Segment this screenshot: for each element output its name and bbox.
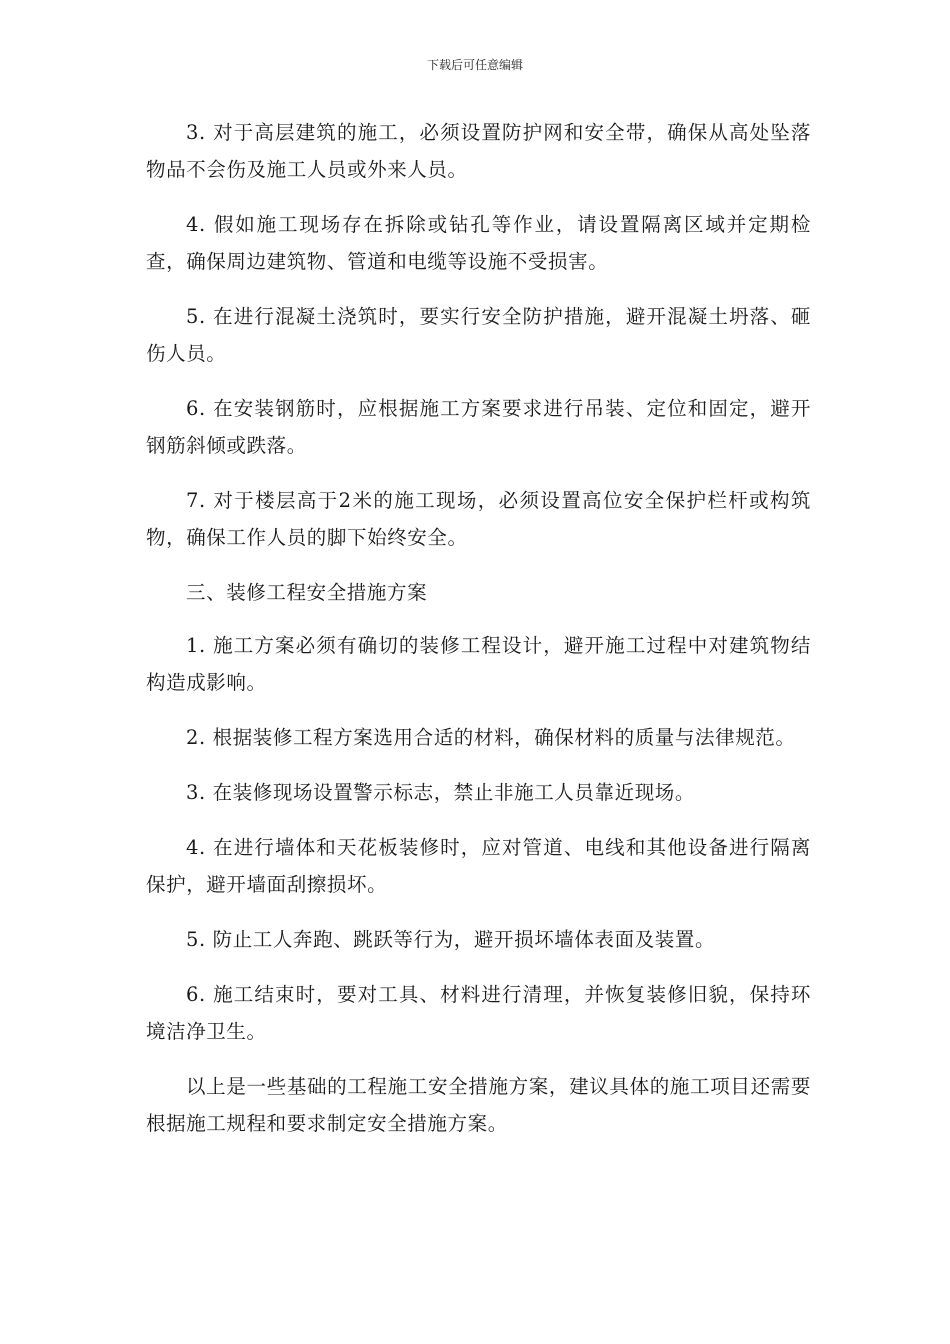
paragraph-item-5: 5. 在进行混凝土浇筑时，要实行安全防护措施，避开混凝土坍落、砸伤人员。 <box>146 305 811 365</box>
document-body <box>146 114 811 1160</box>
paragraph-decor-2: 2. 根据装修工程方案选用合适的材料，确保材料的质量与法律规范。 <box>186 726 796 749</box>
paragraph-decor-3: 3. 在装修现场设置警示标志，禁止非施工人员靠近现场。 <box>186 781 696 804</box>
section-heading: 三、装修工程安全措施方案 <box>186 581 428 604</box>
page-header-note: 下载后可任意编辑 <box>426 58 523 72</box>
paragraph-item-4: 4. 假如施工现场存在拆除或钻孔等作业，请设置隔离区域并定期检查，确保周边建筑物、管道和电缆等设施不受损害。 <box>146 213 811 273</box>
paragraph-item-7: 7. 对于楼层高于2米的施工现场，必须设置高位安全保护栏杆或构筑物，确保工作人员的脚下始终安全。 <box>146 489 811 549</box>
paragraph-decor-5: 5. 防止工人奔跑、跳跃等行为，避开损坏墙体表面及装置。 <box>186 928 716 951</box>
conclusion-paragraph: 以上是一些基础的工程施工安全措施方案，建议具体的施工项目还需要根据施工规程和要求制定安全措施方案。 <box>146 1075 811 1135</box>
paragraph-item-6: 6. 在安装钢筋时，应根据施工方案要求进行吊装、定位和固定，避开钢筋斜倾或跌落。 <box>146 397 811 457</box>
paragraph-item-3: 3. 对于高层建筑的施工，必须设置防护网和安全带，确保从高处坠落物品不会伤及施工人员或外来人员。 <box>146 121 811 181</box>
paragraph-decor-4: 4. 在进行墙体和天花板装修时，应对管道、电线和其他设备进行隔离保护，避开墙面刮擦损坏。 <box>146 836 811 896</box>
paragraph-decor-6: 6. 施工结束时，要对工具、材料进行清理，并恢复装修旧貌，保持环境洁净卫生。 <box>146 983 811 1043</box>
paragraph-decor-1: 1. 施工方案必须有确切的装修工程设计，避开施工过程中对建筑物结构造成影响。 <box>146 634 811 694</box>
